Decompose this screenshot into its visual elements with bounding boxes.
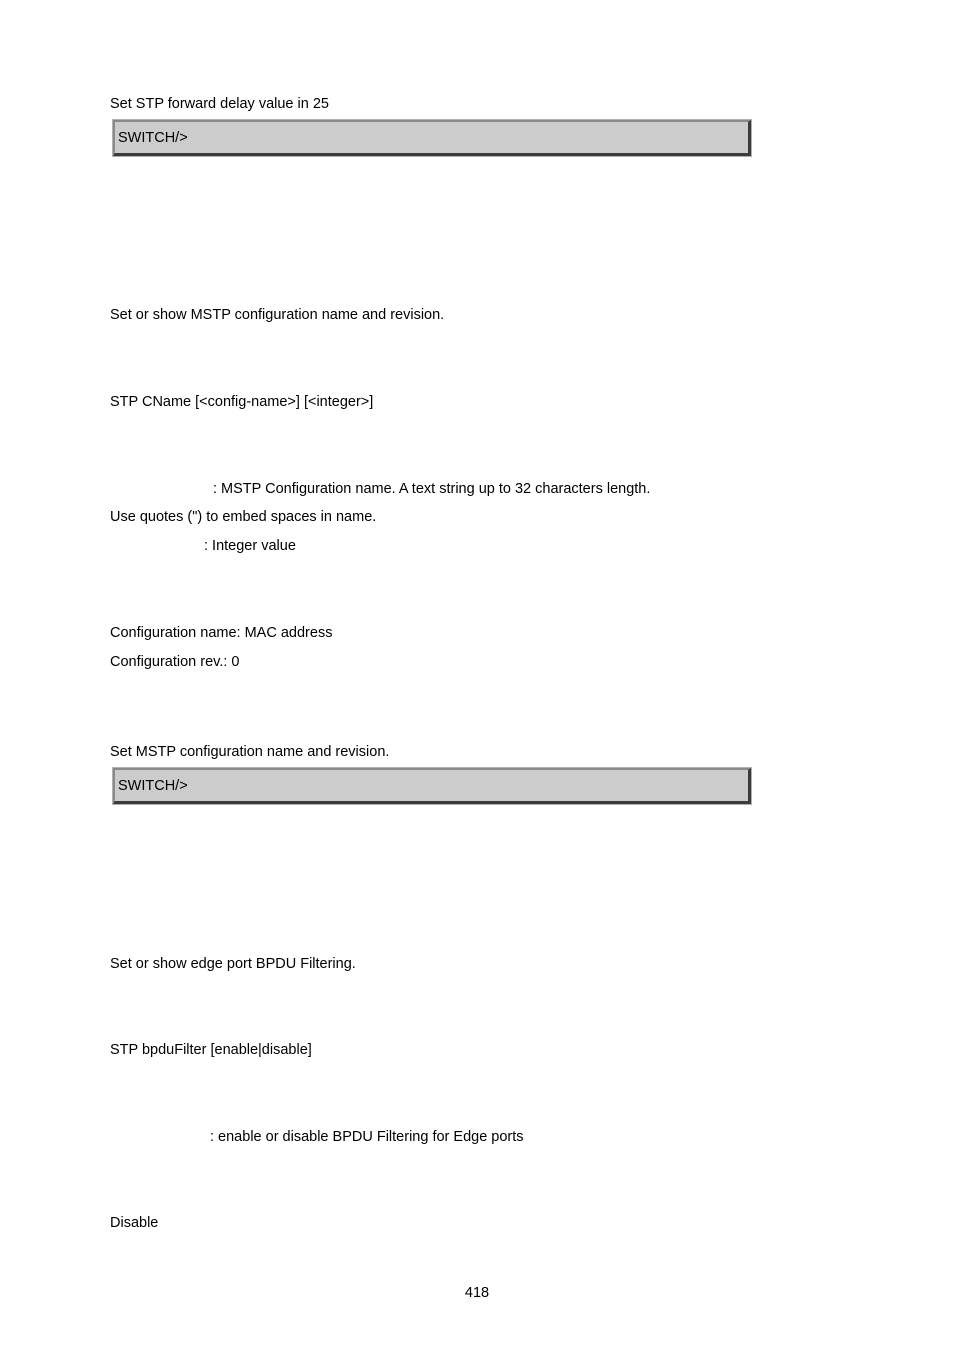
default-config-name: Configuration name: MAC address bbox=[110, 625, 333, 641]
command-description: Set or show MSTP configuration name and revision. bbox=[110, 307, 445, 323]
default-config-rev: Configuration rev.: 0 bbox=[110, 654, 240, 670]
parameter-enable-disable: : enable or disable BPDU Filtering for Edge ports bbox=[210, 1129, 524, 1145]
command-syntax: STP CName [<config-name>] [<integer>] bbox=[110, 394, 374, 410]
command-prompt-text: SWITCH/> bbox=[118, 130, 188, 146]
command-prompt-text: SWITCH/> bbox=[118, 778, 188, 794]
default-value: Disable bbox=[110, 1215, 159, 1231]
command-prompt-box bbox=[113, 120, 751, 156]
example-description: Set MSTP configuration name and revision. bbox=[110, 744, 390, 760]
parameter-integer: : Integer value bbox=[204, 538, 296, 554]
command-prompt-box bbox=[113, 768, 751, 804]
command-description: Set or show edge port BPDU Filtering. bbox=[110, 956, 356, 972]
example-description: Set STP forward delay value in 25 bbox=[110, 96, 329, 112]
page-number: 418 bbox=[464, 1285, 490, 1301]
parameter-config-name: : MSTP Configuration name. A text string up to 32 characters length. bbox=[213, 481, 651, 497]
command-syntax: STP bpduFilter [enable|disable] bbox=[110, 1042, 312, 1058]
parameter-config-name-continued: Use quotes (") to embed spaces in name. bbox=[110, 509, 377, 525]
